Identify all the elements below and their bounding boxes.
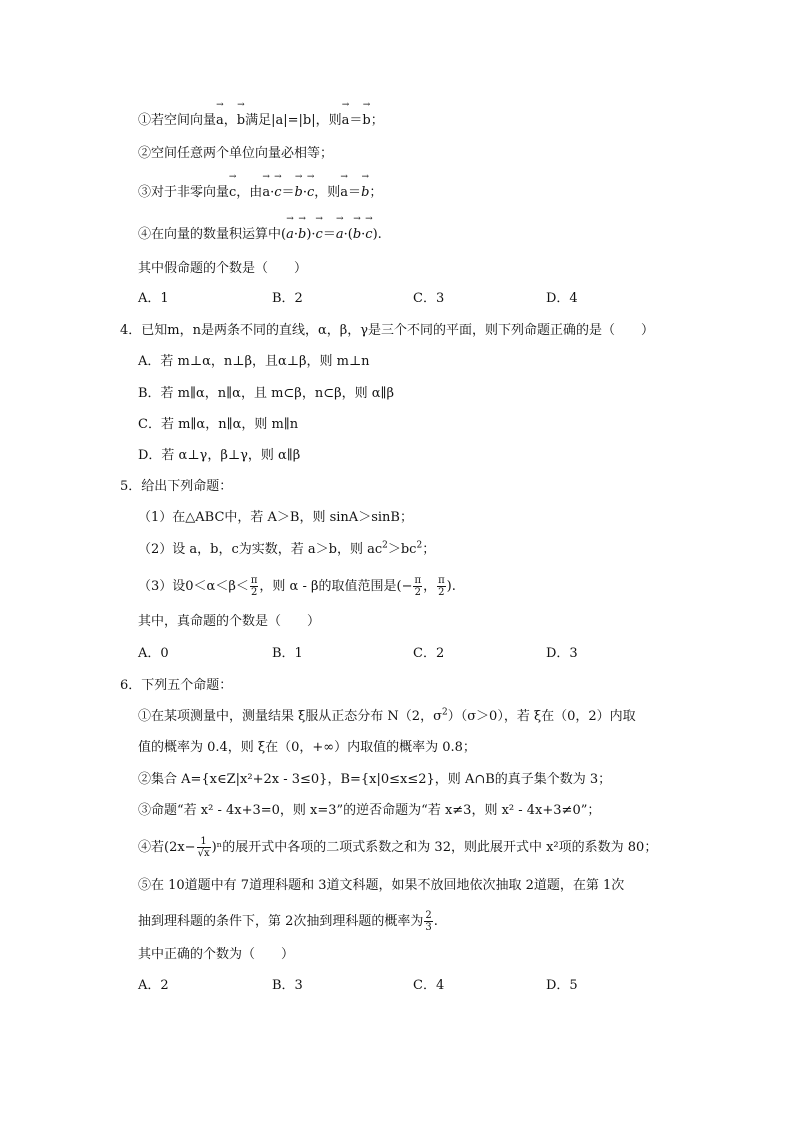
vector-b-5: → b (298, 226, 306, 244)
q3-option-d: D．4 (546, 291, 578, 306)
q6-item-5-b: 抽到理科题的条件下，第 2次抽到理科题的概率为 (138, 914, 424, 929)
q5-item-3-prefix: （3）设0＜α＜β＜ (138, 579, 249, 594)
q3-item-3-end: ； (369, 185, 383, 200)
q4-stem: 4．已知m，n是两条不同的直线，α，β，γ是三个不同的平面，则下列命题正确的是（ ） (120, 323, 655, 338)
frac-den: 2 (250, 587, 258, 598)
q6-item-1-a: ①在某项测量中，测量结果 ξ服从正态分布 N（2，σ (138, 709, 442, 724)
q3-item-1-mid: 满足|a|=|b|，则 (245, 113, 342, 128)
q6-option-a: A．2 (138, 978, 169, 993)
vector-b-6: → b (353, 226, 361, 244)
q6-item-5-cont (138, 910, 438, 933)
q6-option-c: C．4 (413, 978, 445, 993)
vector-c: → c (229, 184, 236, 202)
vector-a-6: → a (336, 226, 344, 244)
vector-a-4: → a (340, 184, 348, 202)
q5-option-a: A．0 (138, 646, 169, 661)
frac-num: π (250, 575, 258, 586)
q6-item-5: ⑤在 10道题中有 7道理科题和 3道文科题，如果不放回地依次抽取 2道题，在第 1次 (138, 878, 625, 893)
q4-option-a: A．若 m⊥α，n⊥β，且α⊥β，则 m⊥n (138, 354, 370, 369)
q5-item-3-end: ). (446, 579, 456, 594)
frac-num-e: 2 (425, 910, 432, 921)
vector-b-2: → b (362, 112, 370, 130)
vector-b-3: → b (295, 184, 303, 202)
q6-item-1: ①在某项测量中，测量结果 ξ服从正态分布 N（2，$\sigma^2)(\sigma>0)$，若 ξ在（0，2）内取 (138, 707, 636, 724)
q3-item-1: ①若空间向量→ a，→ b满足|a|=|b|，则→ a＝→ b； (138, 112, 384, 130)
q5-item-3-mid: ，则 α - β的取值范围是(− (259, 579, 413, 594)
q5-option-d: D．3 (546, 646, 578, 661)
q5-stem: 5．给出下列命题： (120, 479, 233, 494)
vector-c-5: → c (365, 226, 372, 244)
fraction-pi-over-2 (250, 575, 259, 598)
q3-item-4-prefix: ④在向量的数量积运算中 (138, 227, 282, 242)
q3-option-c: C．3 (413, 291, 445, 306)
vector-a-5: → a (286, 226, 294, 244)
vector-c-4: → c (316, 226, 323, 244)
fraction-2-over-3 (424, 910, 432, 933)
q3-question: 其中假命题的个数是（ ） (138, 261, 308, 276)
q4-option-b: B．若 m∥α，n∥α，且 m⊂β，n⊂β，则 α∥β (138, 386, 395, 401)
frac-den-c: 2 (438, 587, 445, 598)
vector-b-4: → b (361, 184, 369, 202)
q3-item-1-end: ； (370, 113, 384, 128)
q6-option-d: D．5 (546, 978, 578, 993)
q6-item-3: ③命题“若 x² - 4x+3=0，则 x=3”的逆否命题为“若 x≠3，则 x² - 4x+3≠0”； (138, 803, 601, 818)
q5-item-2-mid: ＞bc (387, 542, 417, 557)
q6-item-4 (138, 836, 657, 859)
q3-option-b: B．2 (272, 291, 303, 306)
q3-item-2: ②空间任意两个单位向量必相等； (138, 146, 334, 161)
frac-den-e: 3 (425, 922, 432, 933)
q5-item-2-end: ； (422, 542, 436, 557)
vector-a: → a (216, 112, 224, 130)
vector-c-2: → c (274, 184, 281, 202)
frac-num-b: π (414, 575, 422, 586)
q3-item-3-then: ，则 (314, 185, 341, 200)
q3-item-1-prefix: ①若空间向量 (138, 113, 217, 128)
q5-item-1: （1）在△ABC中，若 A＞B，则 sinA＞sinB； (138, 510, 413, 525)
vector-c-3: → c (307, 184, 314, 202)
q4-option-c: C．若 m∥α，n∥α，则 m∥n (138, 417, 299, 432)
q5-item-3: （3）设0＜α＜β＜ $\frac{\pi}{2}$ ，则 α - β的取值范围是(− $\frac{\pi}{2}$ ， $\frac{\pi}{2}$ ). (138, 575, 456, 598)
q6-item-1-b: ）（σ＞0），若 ξ在（0，2）内取 (447, 709, 636, 724)
fraction-1-over-sqrt-x (197, 836, 211, 859)
q5-item-2: （2）设 a，b，c为实数，若 a＞b，则 $ac^2>bc^2$； (138, 540, 436, 557)
frac-den-b: 2 (414, 587, 421, 598)
frac-den-d: √x (197, 848, 210, 859)
q3-item-4-end: . (377, 227, 382, 242)
q3-item-3: ③对于非零向量→ c，由→ a·→ c＝→ b·→ c，则→ a＝→ b； (138, 184, 382, 202)
q6-item-1-cont: 值的概率为 0.4，则 ξ在（0，+∞）内取值的概率为 0.8； (138, 740, 476, 755)
q5-item-2-prefix: （2）设 a，b，c为实数，若 a＞b，则 ac (138, 542, 383, 557)
q4-option-d: D．若 α⊥γ，β⊥γ，则 α∥β (138, 448, 301, 463)
q3-option-a: A．1 (138, 291, 169, 306)
vector-a-2: → a (342, 112, 350, 130)
q3-item-3-prefix: ③对于非零向量 (138, 185, 230, 200)
frac-num-c: π (438, 575, 445, 586)
q6-item-2: ②集合 A={x∈Z|x²+2x - 3≤0}，B={x|0≤x≤2}，则 A∩B的真子集个数为 3； (138, 772, 612, 787)
q5-option-c: C．2 (413, 646, 445, 661)
fraction-pi-over-2-c (437, 575, 446, 598)
frac-num-d: 1 (197, 836, 211, 848)
vector-a-3: → a (262, 184, 270, 202)
q6-option-b: B．3 (272, 978, 303, 993)
q3-item-3-mid: ，由 (236, 185, 263, 200)
fraction-pi-over-2-b (413, 575, 422, 598)
vector-b: → b (237, 112, 245, 130)
q5-question: 其中，真命题的个数是（ ） (138, 614, 321, 629)
q6-item-5-end: . (433, 914, 438, 929)
q5-option-b: B．1 (272, 646, 303, 661)
q6-item-4-prefix: ④若(2x− (138, 840, 196, 855)
q6-question: 其中正确的个数为（ ） (138, 947, 295, 962)
q6-item-4-rest: )ⁿ的展开式中各项的二项式系数之和为 32，则此展开式中 x²项的系数为 80； (211, 840, 658, 855)
q3-item-4: ④在向量的数量积运算中(→ a·→ b)·→ c＝→ a·(→ b·→ c). (138, 226, 382, 244)
q6-stem: 6．下列五个命题： (120, 678, 233, 693)
